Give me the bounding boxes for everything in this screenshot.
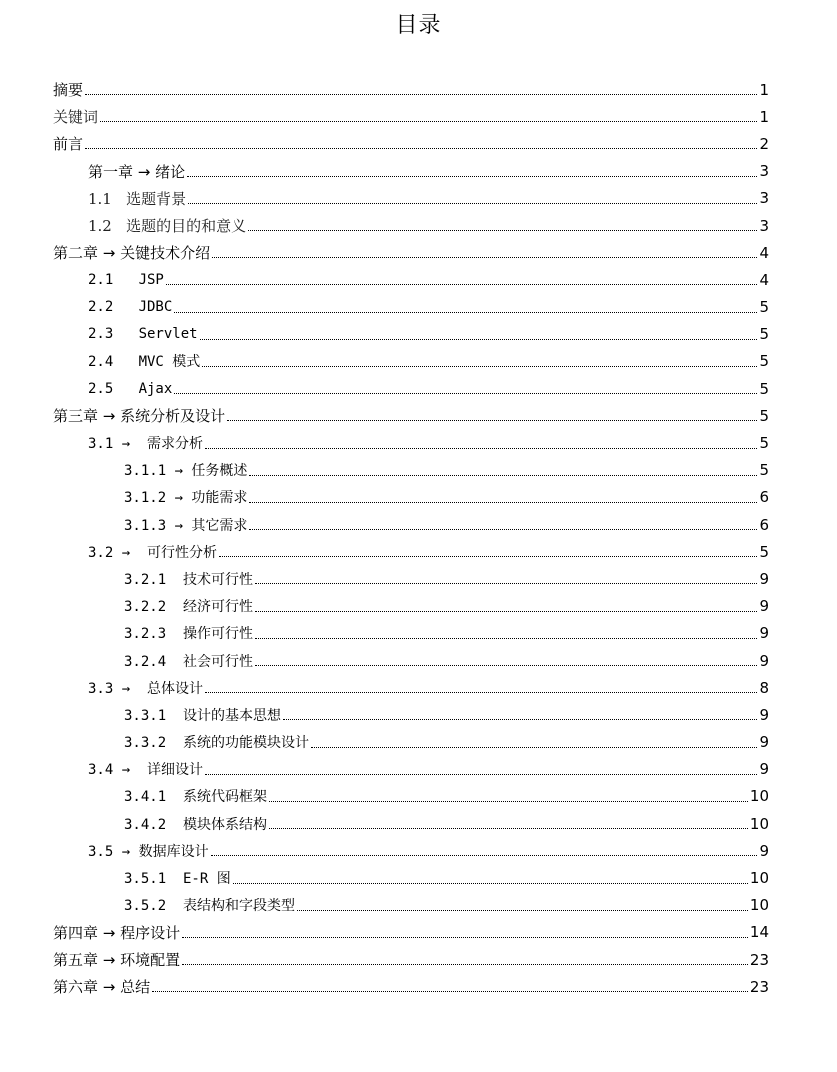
dot-leader [85,148,757,149]
toc-entry[interactable] [0,457,837,484]
toc-entry[interactable] [0,783,837,810]
toc-entry-page: 9 [759,569,769,588]
dot-leader [200,339,758,340]
toc-entry-page: 1 [759,107,769,126]
toc-entry-label: 3.2.3 操作可行性 [124,626,254,643]
toc-entry-page: 10 [749,814,769,833]
toc-entry-page: 23 [749,977,769,996]
toc-entry[interactable] [0,538,837,565]
toc-entry[interactable] [0,76,837,103]
dot-leader [219,556,757,557]
toc-entry-label: 3.5 → 数据库设计 [88,843,209,860]
dot-leader [174,312,757,313]
toc-entry-page: 5 [759,325,769,344]
dot-leader [205,692,757,693]
dot-leader [205,448,757,449]
toc-entry[interactable] [0,484,837,511]
dot-leader [182,964,748,965]
dot-leader [249,475,757,476]
toc-entry-label: 3.1.2 → 功能需求 [124,490,248,507]
toc-entry-label: 第四章 → 程序设计 [53,923,181,942]
toc-entry-label: 摘要 [53,81,84,100]
page-title: 目录 [395,13,442,38]
dot-leader [255,638,757,639]
dot-leader [174,393,757,394]
toc-entry[interactable] [0,402,837,429]
toc-entry[interactable] [0,729,837,756]
dot-leader [248,230,757,231]
toc-entry-label: 2.3 Servlet [88,326,198,343]
toc-entry-label: 3.2.2 经济可行性 [124,599,254,616]
toc-entry-label: 3.2.1 技术可行性 [124,571,254,588]
dot-leader [202,366,757,367]
toc-entry[interactable] [0,701,837,728]
toc-entry-page: 5 [759,542,769,561]
toc-entry[interactable] [0,158,837,185]
dot-leader [227,420,757,421]
toc-entry-label: 3.1.3 → 其它需求 [124,517,248,534]
toc-entry-page: 3 [759,189,769,208]
toc-entry-page: 3 [759,216,769,235]
toc-entry-page: 3 [759,162,769,181]
toc-entry-page: 10 [749,869,769,888]
toc-entry-page: 10 [749,896,769,915]
dot-leader [187,176,757,177]
table-of-contents [0,76,837,1000]
dot-leader [311,747,757,748]
toc-entry[interactable] [0,946,837,973]
dot-leader [166,284,758,285]
toc-entry-label: 2.2 JDBC [88,299,173,316]
dot-leader [249,529,757,530]
toc-entry[interactable] [0,103,837,130]
toc-entry[interactable] [0,973,837,1000]
toc-entry[interactable] [0,565,837,592]
toc-entry-label: 3.2.4 社会可行性 [124,653,254,670]
toc-entry[interactable] [0,429,837,456]
toc-entry-label: 关键词 [53,108,99,127]
dot-leader [188,203,757,204]
toc-entry-page: 5 [759,352,769,371]
toc-entry-page: 5 [759,406,769,425]
toc-entry-page: 9 [759,597,769,616]
toc-entry-page: 5 [759,379,769,398]
toc-entry-page: 5 [759,298,769,317]
toc-entry-page: 2 [759,134,769,153]
dot-leader [249,502,757,503]
toc-entry-label: 3.1.1 → 任务概述 [124,463,248,480]
dot-leader [255,665,757,666]
dot-leader [233,883,748,884]
dot-leader [255,583,757,584]
toc-entry[interactable] [0,130,837,157]
toc-entry[interactable] [0,756,837,783]
toc-entry-label: 3.4 → 详细设计 [88,762,204,779]
toc-entry-page: 10 [749,787,769,806]
toc-entry[interactable] [0,348,837,375]
dot-leader [269,828,748,829]
toc-entry[interactable] [0,810,837,837]
toc-entry-page: 5 [759,434,769,453]
toc-entry-label: 3.1 → 需求分析 [88,436,204,453]
toc-entry-label: 第五章 → 环境配置 [53,951,181,970]
toc-entry[interactable] [0,511,837,538]
toc-entry-label: 1.1 选题背景 [88,189,187,208]
dot-leader [297,910,748,911]
dot-leader [205,774,757,775]
toc-entry-label: 第一章 → 绪论 [88,162,186,181]
toc-entry-page: 9 [759,760,769,779]
toc-entry-page: 5 [759,461,769,480]
dot-leader [269,801,748,802]
toc-entry[interactable] [0,375,837,402]
toc-entry-page: 8 [759,678,769,697]
toc-entry[interactable] [0,892,837,919]
toc-entry[interactable] [0,837,837,864]
toc-entry[interactable] [0,185,837,212]
toc-entry-page: 9 [759,841,769,860]
toc-entry[interactable] [0,239,837,266]
toc-entry-label: 1.2 选题的目的和意义 [88,217,247,236]
toc-entry-label: 3.5.2 表结构和字段类型 [124,898,296,915]
toc-entry[interactable] [0,266,837,293]
toc-entry[interactable] [0,674,837,701]
toc-entry-page: 4 [759,243,769,262]
dot-leader [152,991,748,992]
toc-entry-page: 9 [759,733,769,752]
toc-entry-page: 6 [759,488,769,507]
toc-entry-page: 9 [759,624,769,643]
dot-leader [212,257,757,258]
toc-entry-label: 2.5 Ajax [88,380,173,397]
toc-entry-label: 2.4 MVC 模式 [88,354,201,371]
toc-entry[interactable] [0,647,837,674]
toc-entry[interactable] [0,212,837,239]
toc-entry-page: 4 [759,270,769,289]
toc-entry-label: 3.2 → 可行性分析 [88,544,218,561]
toc-entry[interactable] [0,919,837,946]
toc-entry-label: 2.1 JSP [88,271,164,288]
dot-leader [85,94,757,95]
toc-entry-label: 第二章 → 关键技术介绍 [53,244,211,263]
toc-entry-label: 3.4.2 模块体系结构 [124,816,268,833]
toc-entry[interactable] [0,321,837,348]
dot-leader [283,719,757,720]
toc-entry-label: 3.3 → 总体设计 [88,680,204,697]
toc-entry-label: 前言 [53,135,84,154]
toc-entry-label: 第三章 → 系统分析及设计 [53,407,226,426]
toc-entry-page: 23 [749,950,769,969]
toc-entry[interactable] [0,294,837,321]
dot-leader [100,121,757,122]
dot-leader [182,937,748,938]
toc-entry-page: 1 [759,80,769,99]
toc-entry-label: 3.4.1 系统代码框架 [124,789,268,806]
toc-entry-label: 3.3.1 设计的基本思想 [124,707,282,724]
dot-leader [255,611,757,612]
toc-entry-page: 14 [749,923,769,942]
toc-entry[interactable] [0,620,837,647]
dot-leader [211,855,758,856]
toc-entry[interactable] [0,593,837,620]
toc-entry-page: 9 [759,651,769,670]
toc-entry-label: 第六章 → 总结 [53,978,151,997]
toc-entry-label: 3.3.2 系统的功能模块设计 [124,735,310,752]
toc-entry[interactable] [0,864,837,891]
toc-entry-page: 9 [759,705,769,724]
toc-entry-label: 3.5.1 E-R 图 [124,871,231,888]
toc-entry-page: 6 [759,515,769,534]
